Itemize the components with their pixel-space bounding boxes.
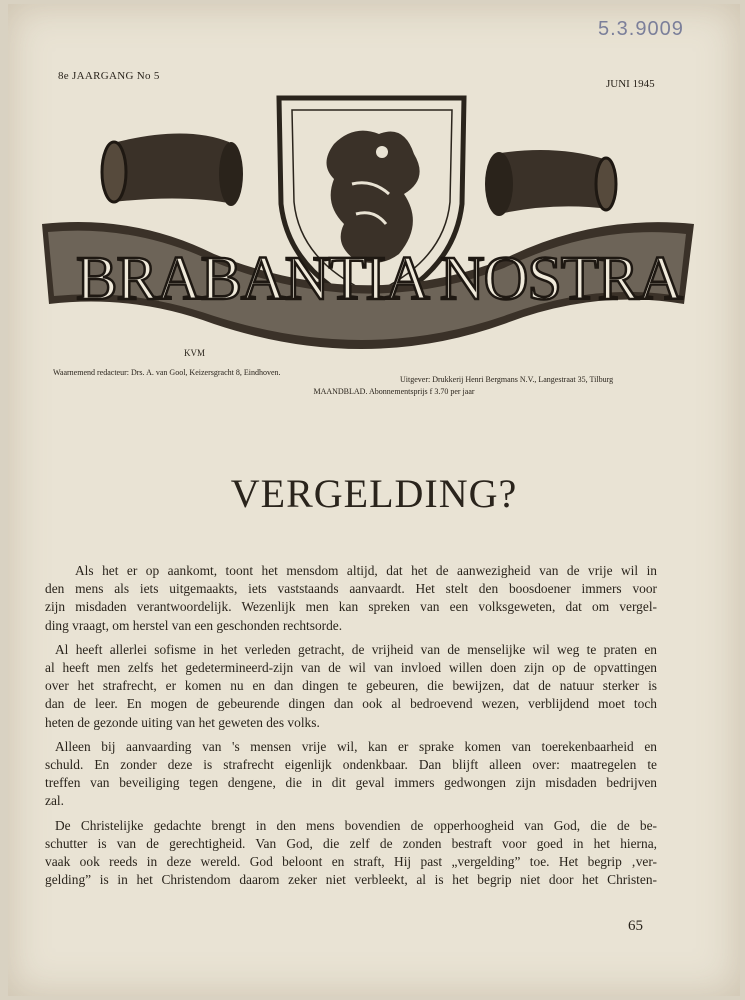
- text-line: Alleen bij aanvaarding van 's mensen vrije wil, kan er sprake komen van toerekenbaarheid en: [55, 738, 657, 754]
- left-scroll-icon: [102, 133, 243, 206]
- issue-number: 8e JAARGANG No 5: [58, 70, 160, 82]
- text-line: ding vraagt, om herstel van een geschonden rechtsorde.: [45, 617, 343, 633]
- article-paragraph: [45, 817, 657, 890]
- publisher-credit: Uitgever: Drukkerij Henri Bergmans N.V., Langestraat 35, Tilburg: [400, 375, 614, 384]
- artist-mark: KVM: [184, 348, 206, 358]
- editor-credit: Waarnemend redacteur: Drs. A. van Gool, Keizersgracht 8, Eindhoven.: [53, 368, 281, 377]
- text-line: De Christelijke gedachte brengt in den mens bovendien de opperhoogheid van God, die de be-: [55, 817, 657, 833]
- handwritten-catalog-number: 5.3.9009: [598, 18, 684, 40]
- text-line: Al heeft allerlei sofisme in het verleden getracht, de vrijheid van de menselijke wil weg te praten en: [55, 641, 657, 657]
- article-title: VERGELDING?: [230, 471, 518, 516]
- text-line: den mens als iets uitgemaakts, iets vaststaands aanvaardt. Het stelt den boosdoener immers voor: [45, 581, 657, 597]
- article-body: [45, 562, 657, 895]
- issue-date: JUNI 1945: [606, 78, 655, 90]
- text-line: treffen van beveiliging tegen dengene, die in dit geval immers gedwongen zijn misdaden bedrijven: [45, 775, 657, 791]
- right-scroll-icon: [485, 150, 616, 216]
- page-number: 65: [628, 918, 643, 934]
- masthead-title: BRABANTIA NOSTRA: [76, 245, 682, 313]
- subscription-info: MAANDBLAD. Abonnementsprijs f 3.70 per jaar: [313, 387, 475, 396]
- text-line: heten de gezonde uiting van het geweten des volks.: [45, 714, 320, 730]
- text-line: Als het er op aankomt, toont het mensdom altijd, dat het de aanwezigheid van de vrije wil in: [75, 563, 657, 578]
- text-line: over het strafrecht, er komen nu en dan dingen te gebeuren, die bewijzen, dat de natuur sterker is: [45, 678, 657, 694]
- text-line: gelding” is in het Christendom daarom zeker niet verbleekt, al is het begrip niet door het Christen-: [45, 872, 657, 888]
- text-line: zal.: [45, 793, 64, 809]
- text-line: vaak ook reeds in deze wereld. God beloont en straft, Hij past „vergelding” toe. Het begrip ‚ver-: [45, 854, 657, 870]
- document-page: [8, 4, 740, 996]
- article-paragraph: [45, 562, 657, 635]
- text-line: al heeft men zelfs het gedetermineerd-zijn van de wil van invloed willen doen zijn op de opvattingen: [45, 660, 657, 676]
- article-paragraph: [45, 641, 657, 732]
- text-line: zijn misdaden verantwoordelijk. Wezenlijk men kan spreken van een volksgeweten, dat om vergel-: [45, 599, 657, 615]
- text-line: dan de leer. En mogen de gebeurende dingen dan ook al bedroevend wezen, verblijdend moet toch: [45, 696, 657, 712]
- text-line: schutter is van de gerechtigheid. Van God, die zelf de zonden bestraft voor goed in het hierna,: [45, 835, 657, 851]
- article-paragraph: [45, 738, 657, 811]
- text-line: schuld. En zonder deze is strafrecht eigenlijk ondenkbaar. Dan blijft alleen over: maatregelen te: [45, 757, 657, 773]
- masthead-logo: [34, 84, 724, 369]
